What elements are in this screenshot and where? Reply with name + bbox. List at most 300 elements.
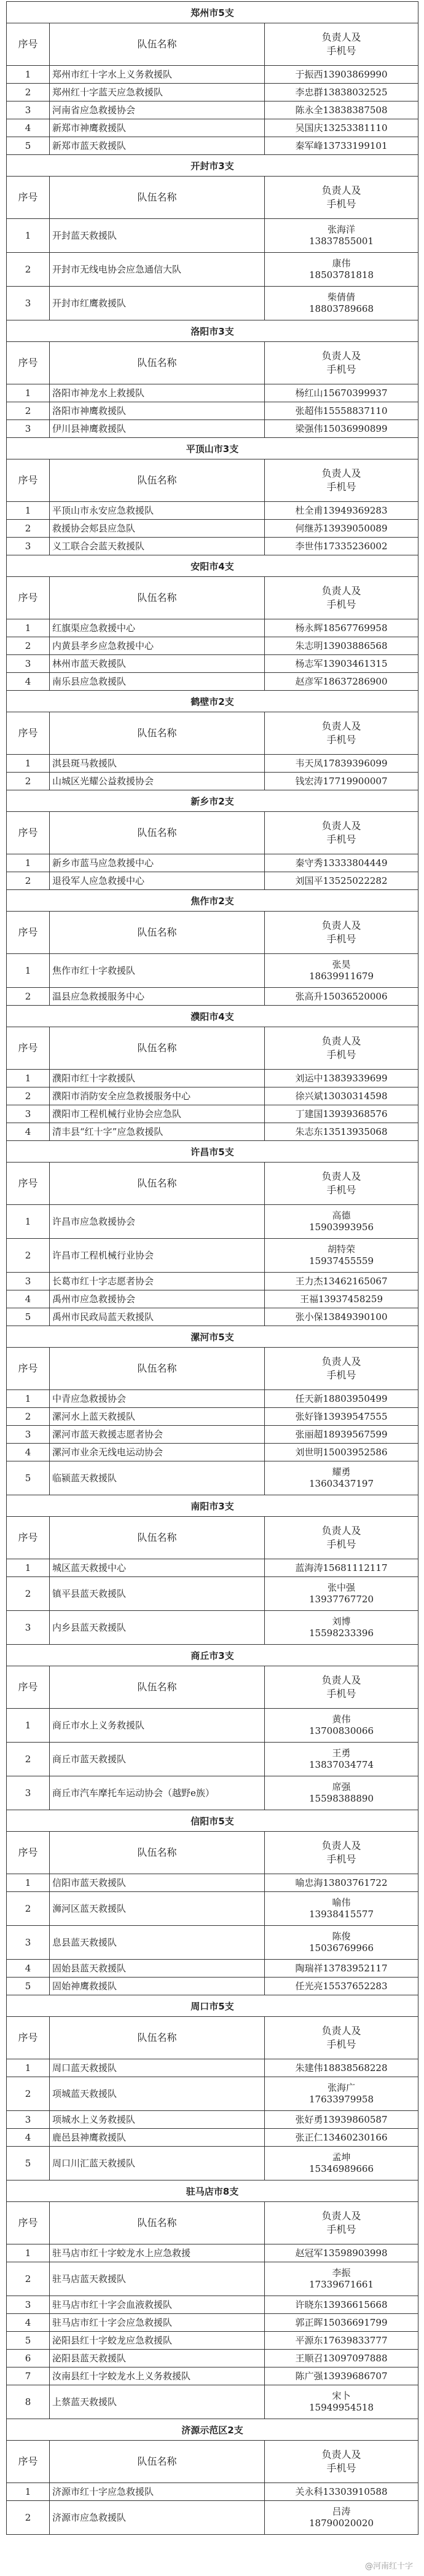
contact-person-phone: 席强 15598388890 bbox=[265, 1776, 418, 1810]
column-header-team: 队伍名称 bbox=[50, 1348, 265, 1390]
column-header-contact bbox=[265, 1832, 418, 1874]
row-index: 7 bbox=[7, 2367, 50, 2385]
city-header-row bbox=[7, 1810, 418, 1832]
column-header-contact-line1: 负责人及 bbox=[321, 585, 361, 597]
column-header-row bbox=[7, 1832, 418, 1874]
team-name: 新乡市蓝马应急救援中心 bbox=[50, 854, 265, 872]
row-index: 3 bbox=[7, 2111, 50, 2129]
team-name: 温县应急救援服务中心 bbox=[50, 988, 265, 1006]
watermark-text: @河南红十字 bbox=[364, 2562, 413, 2571]
contact-person-phone: 张昊 18639911679 bbox=[265, 954, 418, 988]
table-row bbox=[7, 637, 418, 655]
row-index: 1 bbox=[7, 384, 50, 402]
contact-person-phone: 赵彦军18637286900 bbox=[265, 673, 418, 691]
column-header-contact bbox=[265, 2202, 418, 2244]
table-row bbox=[7, 1960, 418, 1978]
contact-person-phone: 吴国庆13253381110 bbox=[265, 119, 418, 137]
team-name: 上蔡蓝天救援队 bbox=[50, 2385, 265, 2419]
column-header-index: 序号 bbox=[7, 2441, 50, 2483]
row-index: 4 bbox=[7, 1123, 50, 1141]
column-header-team: 队伍名称 bbox=[50, 2202, 265, 2244]
column-header-team: 队伍名称 bbox=[50, 1666, 265, 1709]
team-name: 许昌市应急救援协会 bbox=[50, 1205, 265, 1239]
contact-person-phone: 秦守秀13333804449 bbox=[265, 854, 418, 872]
team-name: 驻马店蓝天救援队 bbox=[50, 2262, 265, 2296]
column-header-index: 序号 bbox=[7, 177, 50, 219]
contact-person-phone: 刘博 15598233396 bbox=[265, 1611, 418, 1645]
city-header-row bbox=[7, 2, 418, 23]
team-name: 退役军人应急救援中心 bbox=[50, 872, 265, 890]
team-name: 济源市红十字应急救援队 bbox=[50, 2483, 265, 2501]
column-header-team: 队伍名称 bbox=[50, 342, 265, 384]
city-header-row bbox=[7, 2180, 418, 2202]
column-header-contact-line2: 手机号 bbox=[326, 1049, 356, 1060]
contact-person-phone: 杜全甫13949369283 bbox=[265, 502, 418, 520]
column-header-contact-line2: 手机号 bbox=[326, 2462, 356, 2474]
table-row bbox=[7, 101, 418, 119]
contact-person-phone: 张中强 13937767720 bbox=[265, 1577, 418, 1611]
column-header-index: 序号 bbox=[7, 812, 50, 854]
contact-person-phone: 韦天凤17839396099 bbox=[265, 755, 418, 773]
team-name: 浉河区蓝天救援队 bbox=[50, 1892, 265, 1926]
team-name: 禹州市民政局蓝天救援队 bbox=[50, 1308, 265, 1326]
team-name: 泌阳县蓝天救援队 bbox=[50, 2350, 265, 2367]
contact-person-phone: 朱志东13513935068 bbox=[265, 1123, 418, 1141]
contact-person-phone: 陈俊 15036769966 bbox=[265, 1926, 418, 1960]
column-header-contact-line2: 手机号 bbox=[326, 1853, 356, 1865]
city-title: 新乡市2支 bbox=[7, 790, 418, 812]
column-header-team: 队伍名称 bbox=[50, 1163, 265, 1205]
table-row bbox=[7, 2262, 418, 2296]
team-name: 郑州市红十字水上义务救援队 bbox=[50, 66, 265, 84]
row-index: 2 bbox=[7, 2077, 50, 2111]
contact-person-phone: 朱志明13903886568 bbox=[265, 637, 418, 655]
column-header-index: 序号 bbox=[7, 577, 50, 619]
contact-person-phone: 陶瑞祥13783952117 bbox=[265, 1960, 418, 1978]
team-name: 义工联合会蓝天救援队 bbox=[50, 538, 265, 555]
column-header-index: 序号 bbox=[7, 1666, 50, 1709]
row-index: 5 bbox=[7, 2147, 50, 2180]
table-row bbox=[7, 1874, 418, 1892]
row-index: 1 bbox=[7, 2244, 50, 2262]
row-index: 2 bbox=[7, 402, 50, 420]
contact-person-phone: 高德 15903993956 bbox=[265, 1205, 418, 1239]
column-header-contact-line2: 手机号 bbox=[326, 364, 356, 375]
city-header-row bbox=[7, 1006, 418, 1027]
column-header-contact-line2: 手机号 bbox=[326, 1688, 356, 1699]
column-header-contact-line2: 手机号 bbox=[326, 833, 356, 845]
column-header-team: 队伍名称 bbox=[50, 23, 265, 66]
contact-person-phone: 喻忠海13803761722 bbox=[265, 1874, 418, 1892]
city-header-row bbox=[7, 1495, 418, 1517]
table-row bbox=[7, 773, 418, 790]
column-header-contact bbox=[265, 577, 418, 619]
column-header-contact bbox=[265, 342, 418, 384]
row-index: 1 bbox=[7, 219, 50, 253]
city-title: 周口市5支 bbox=[7, 1995, 418, 2017]
contact-person-phone: 张海洋 13837855001 bbox=[265, 219, 418, 253]
city-header-row bbox=[7, 1326, 418, 1348]
contact-person-phone: 杨永辉18567769958 bbox=[265, 619, 418, 637]
row-index: 2 bbox=[7, 1743, 50, 1776]
contact-person-phone: 李振 17339671661 bbox=[265, 2262, 418, 2296]
column-header-contact-line2: 手机号 bbox=[326, 598, 356, 610]
contact-person-phone: 朱建伟18838568228 bbox=[265, 2059, 418, 2077]
column-header-index: 序号 bbox=[7, 712, 50, 755]
team-name: 镇平县蓝天救援队 bbox=[50, 1577, 265, 1611]
rescue-team-roster-table bbox=[6, 1, 418, 2535]
column-header-team: 队伍名称 bbox=[50, 1027, 265, 1070]
contact-person-phone: 胡特荣 15937455559 bbox=[265, 1239, 418, 1273]
column-header-contact bbox=[265, 23, 418, 66]
team-name: 伊川县神鹰救援队 bbox=[50, 420, 265, 438]
team-name: 城区蓝天救援中心 bbox=[50, 1559, 265, 1577]
column-header-contact-line1: 负责人及 bbox=[321, 1840, 361, 1851]
team-name: 红旗渠应急救援中心 bbox=[50, 619, 265, 637]
column-header-contact bbox=[265, 1517, 418, 1559]
table-row bbox=[7, 119, 418, 137]
contact-person-phone: 张高升15036520006 bbox=[265, 988, 418, 1006]
row-index: 2 bbox=[7, 1087, 50, 1105]
contact-person-phone: 许晓东13936615668 bbox=[265, 2296, 418, 2314]
team-name: 平顶山市永安应急救援队 bbox=[50, 502, 265, 520]
row-index: 1 bbox=[7, 1559, 50, 1577]
team-name: 开封市红鹰救援队 bbox=[50, 287, 265, 320]
table-row bbox=[7, 2129, 418, 2147]
column-header-row bbox=[7, 1348, 418, 1390]
table-row bbox=[7, 1444, 418, 1461]
contact-person-phone: 蓝海涛15681112117 bbox=[265, 1559, 418, 1577]
row-index: 2 bbox=[7, 84, 50, 101]
row-index: 1 bbox=[7, 1709, 50, 1743]
contact-person-phone: 张超伟15558837110 bbox=[265, 402, 418, 420]
contact-person-phone: 杨红山15670399937 bbox=[265, 384, 418, 402]
column-header-contact bbox=[265, 459, 418, 502]
row-index: 5 bbox=[7, 1461, 50, 1495]
city-title: 安阳市4支 bbox=[7, 555, 418, 577]
row-index: 3 bbox=[7, 1611, 50, 1645]
team-name: 商丘市水上义务救援队 bbox=[50, 1709, 265, 1743]
column-header-contact-line2: 手机号 bbox=[326, 2224, 356, 2235]
team-name: 淇县斑马救援队 bbox=[50, 755, 265, 773]
table-row bbox=[7, 1087, 418, 1105]
contact-person-phone: 张好锋13939547555 bbox=[265, 1408, 418, 1426]
row-index: 1 bbox=[7, 1874, 50, 1892]
team-name: 中青应急救援协会 bbox=[50, 1390, 265, 1408]
row-index: 2 bbox=[7, 1577, 50, 1611]
table-row bbox=[7, 1205, 418, 1239]
column-header-contact-line1: 负责人及 bbox=[321, 31, 361, 43]
column-header-contact-line1: 负责人及 bbox=[321, 1525, 361, 1536]
contact-person-phone: 张正仁13460230166 bbox=[265, 2129, 418, 2147]
city-header-row bbox=[7, 1141, 418, 1163]
column-header-contact-line2: 手机号 bbox=[326, 1184, 356, 1196]
row-index: 3 bbox=[7, 1776, 50, 1810]
city-header-row bbox=[7, 790, 418, 812]
column-header-contact-line1: 负责人及 bbox=[321, 185, 361, 196]
city-title: 鹤壁市2支 bbox=[7, 691, 418, 712]
column-header-contact-line1: 负责人及 bbox=[321, 1171, 361, 1182]
row-index: 1 bbox=[7, 2059, 50, 2077]
contact-person-phone: 柴倩倩 18803789668 bbox=[265, 287, 418, 320]
table-row bbox=[7, 1273, 418, 1290]
row-index: 5 bbox=[7, 1978, 50, 1995]
row-index: 2 bbox=[7, 637, 50, 655]
column-header-contact-line1: 负责人及 bbox=[321, 1356, 361, 1367]
contact-person-phone: 于振西13903869990 bbox=[265, 66, 418, 84]
table-row bbox=[7, 2483, 418, 2501]
team-name: 商丘市汽车摩托车运动协会（越野e族） bbox=[50, 1776, 265, 1810]
table-row bbox=[7, 1070, 418, 1087]
column-header-row bbox=[7, 712, 418, 755]
city-header-row bbox=[7, 890, 418, 912]
column-header-contact-line1: 负责人及 bbox=[321, 920, 361, 931]
team-name: 驻马店市红十字会应急救援队 bbox=[50, 2314, 265, 2332]
contact-person-phone: 丁建国13939368576 bbox=[265, 1105, 418, 1123]
team-name: 长葛市红十字志愿者协会 bbox=[50, 1273, 265, 1290]
table-row bbox=[7, 287, 418, 320]
column-header-index: 序号 bbox=[7, 2017, 50, 2059]
contact-person-phone: 刘国平13525022282 bbox=[265, 872, 418, 890]
column-header-index: 序号 bbox=[7, 1163, 50, 1205]
team-name: 汝南县红十字蛟龙水上义务救援队 bbox=[50, 2367, 265, 2385]
row-index: 2 bbox=[7, 2262, 50, 2296]
table-row bbox=[7, 2501, 418, 2535]
contact-person-phone: 陈永全13838387508 bbox=[265, 101, 418, 119]
table-row bbox=[7, 1926, 418, 1960]
team-name: 信阳市蓝天救援队 bbox=[50, 1874, 265, 1892]
table-row bbox=[7, 402, 418, 420]
table-row bbox=[7, 2332, 418, 2350]
row-index: 2 bbox=[7, 2501, 50, 2535]
table-row bbox=[7, 520, 418, 538]
table-row bbox=[7, 2314, 418, 2332]
team-name: 郑州红十字蓝天应急救援队 bbox=[50, 84, 265, 101]
city-title: 驻马店市8支 bbox=[7, 2180, 418, 2202]
table-row bbox=[7, 2077, 418, 2111]
column-header-team: 队伍名称 bbox=[50, 2441, 265, 2483]
team-name: 项城水上义务救援队 bbox=[50, 2111, 265, 2129]
column-header-contact-line1: 负责人及 bbox=[321, 2025, 361, 2037]
row-index: 1 bbox=[7, 619, 50, 637]
city-title: 开封市3支 bbox=[7, 155, 418, 177]
row-index: 2 bbox=[7, 253, 50, 287]
column-header-team: 队伍名称 bbox=[50, 912, 265, 954]
team-name: 漯河水上蓝天救援队 bbox=[50, 1408, 265, 1426]
city-header-row bbox=[7, 2419, 418, 2441]
column-header-contact-line2: 手机号 bbox=[326, 198, 356, 210]
column-header-contact-line1: 负责人及 bbox=[321, 350, 361, 362]
team-name: 濮阳市红十字救援队 bbox=[50, 1070, 265, 1087]
city-header-row bbox=[7, 1995, 418, 2017]
team-name: 清丰县“红十字”应急救援队 bbox=[50, 1123, 265, 1141]
column-header-contact bbox=[265, 1027, 418, 1070]
contact-person-phone: 王勇 13837034774 bbox=[265, 1743, 418, 1776]
row-index: 1 bbox=[7, 1205, 50, 1239]
table-row bbox=[7, 1559, 418, 1577]
table-row bbox=[7, 1577, 418, 1611]
city-title: 南阳市3支 bbox=[7, 1495, 418, 1517]
contact-person-phone: 李忠群13838032525 bbox=[265, 84, 418, 101]
column-header-row bbox=[7, 812, 418, 854]
contact-person-phone: 喻伟 13938415577 bbox=[265, 1892, 418, 1926]
row-index: 2 bbox=[7, 773, 50, 790]
team-name: 息县蓝天救援队 bbox=[50, 1926, 265, 1960]
column-header-contact bbox=[265, 1163, 418, 1205]
column-header-index: 序号 bbox=[7, 459, 50, 502]
row-index: 5 bbox=[7, 2332, 50, 2350]
row-index: 2 bbox=[7, 520, 50, 538]
team-name: 漯河市业余无线电运动协会 bbox=[50, 1444, 265, 1461]
team-name: 新郑市神鹰救援队 bbox=[50, 119, 265, 137]
city-title: 商丘市3支 bbox=[7, 1645, 418, 1666]
table-row bbox=[7, 2350, 418, 2367]
column-header-row bbox=[7, 1163, 418, 1205]
team-name: 濮阳市消防安全应急救援服务中心 bbox=[50, 1087, 265, 1105]
row-index: 2 bbox=[7, 872, 50, 890]
contact-person-phone: 吕涛 18790020020 bbox=[265, 2501, 418, 2535]
column-header-contact-line1: 负责人及 bbox=[321, 2210, 361, 2222]
column-header-row bbox=[7, 23, 418, 66]
row-index: 4 bbox=[7, 1960, 50, 1978]
row-index: 1 bbox=[7, 954, 50, 988]
contact-person-phone: 黄伟 13700830066 bbox=[265, 1709, 418, 1743]
table-row bbox=[7, 1892, 418, 1926]
column-header-row bbox=[7, 459, 418, 502]
column-header-row bbox=[7, 912, 418, 954]
row-index: 3 bbox=[7, 101, 50, 119]
column-header-index: 序号 bbox=[7, 1348, 50, 1390]
contact-person-phone: 宋卜 15949954518 bbox=[265, 2385, 418, 2419]
city-header-row bbox=[7, 438, 418, 459]
column-header-contact-line2: 手机号 bbox=[326, 1369, 356, 1381]
contact-person-phone: 杨志军13903461315 bbox=[265, 655, 418, 673]
column-header-row bbox=[7, 1517, 418, 1559]
column-header-index: 序号 bbox=[7, 1832, 50, 1874]
column-header-team: 队伍名称 bbox=[50, 712, 265, 755]
team-name: 禹州市应急救援协会 bbox=[50, 1290, 265, 1308]
contact-person-phone: 徐兴斌13030314598 bbox=[265, 1087, 418, 1105]
column-header-contact bbox=[265, 712, 418, 755]
row-index: 5 bbox=[7, 137, 50, 155]
column-header-index: 序号 bbox=[7, 912, 50, 954]
contact-person-phone: 任天新18803950499 bbox=[265, 1390, 418, 1408]
column-header-index: 序号 bbox=[7, 2202, 50, 2244]
table-row bbox=[7, 1709, 418, 1743]
team-name: 内黄县孝乡应急救援中心 bbox=[50, 637, 265, 655]
table-row bbox=[7, 2367, 418, 2385]
contact-person-phone: 钱宏涛17719900007 bbox=[265, 773, 418, 790]
column-header-team: 队伍名称 bbox=[50, 1517, 265, 1559]
row-index: 4 bbox=[7, 119, 50, 137]
team-name: 开封蓝天救援队 bbox=[50, 219, 265, 253]
table-row bbox=[7, 854, 418, 872]
row-index: 4 bbox=[7, 1290, 50, 1308]
team-name: 商丘市蓝天救援队 bbox=[50, 1743, 265, 1776]
table-row bbox=[7, 2244, 418, 2262]
row-index: 1 bbox=[7, 502, 50, 520]
table-row bbox=[7, 137, 418, 155]
column-header-contact bbox=[265, 2441, 418, 2483]
row-index: 1 bbox=[7, 66, 50, 84]
row-index: 6 bbox=[7, 2350, 50, 2367]
city-title: 郑州市5支 bbox=[7, 2, 418, 23]
column-header-contact bbox=[265, 1348, 418, 1390]
column-header-contact-line2: 手机号 bbox=[326, 481, 356, 493]
table-row bbox=[7, 2147, 418, 2180]
row-index: 3 bbox=[7, 1426, 50, 1444]
row-index: 3 bbox=[7, 1273, 50, 1290]
row-index: 4 bbox=[7, 673, 50, 691]
column-header-row bbox=[7, 2202, 418, 2244]
row-index: 5 bbox=[7, 1308, 50, 1326]
contact-person-phone: 耀勇 13603437197 bbox=[265, 1461, 418, 1495]
table-row bbox=[7, 1611, 418, 1645]
contact-person-phone: 李世伟17335236002 bbox=[265, 538, 418, 555]
row-index: 2 bbox=[7, 1408, 50, 1426]
column-header-team: 队伍名称 bbox=[50, 577, 265, 619]
column-header-index: 序号 bbox=[7, 1517, 50, 1559]
city-title: 许昌市5支 bbox=[7, 1141, 418, 1163]
contact-person-phone: 平源东17639833777 bbox=[265, 2332, 418, 2350]
city-header-row bbox=[7, 320, 418, 342]
row-index: 4 bbox=[7, 2129, 50, 2147]
contact-person-phone: 任光亮15537652283 bbox=[265, 1978, 418, 1995]
contact-person-phone: 关永科13303910588 bbox=[265, 2483, 418, 2501]
team-name: 驻马店市红十字会血液救援队 bbox=[50, 2296, 265, 2314]
row-index: 3 bbox=[7, 1926, 50, 1960]
column-header-contact bbox=[265, 912, 418, 954]
column-header-contact-line1: 负责人及 bbox=[321, 1035, 361, 1047]
row-index: 3 bbox=[7, 287, 50, 320]
row-index: 3 bbox=[7, 538, 50, 555]
row-index: 2 bbox=[7, 1892, 50, 1926]
contact-person-phone: 秦军峰13733199101 bbox=[265, 137, 418, 155]
row-index: 2 bbox=[7, 988, 50, 1006]
column-header-contact-line2: 手机号 bbox=[326, 734, 356, 745]
column-header-index: 序号 bbox=[7, 1027, 50, 1070]
contact-person-phone: 康伟 18503781818 bbox=[265, 253, 418, 287]
table-row bbox=[7, 2385, 418, 2419]
team-name: 鹿邑县神鹰救援队 bbox=[50, 2129, 265, 2147]
table-row bbox=[7, 1239, 418, 1273]
table-row bbox=[7, 619, 418, 637]
contact-person-phone: 孟坤 15346989666 bbox=[265, 2147, 418, 2180]
team-name: 泌阳县红十字蛟龙应急救援队 bbox=[50, 2332, 265, 2350]
table-row bbox=[7, 253, 418, 287]
table-row bbox=[7, 1308, 418, 1326]
column-header-contact-line1: 负责人及 bbox=[321, 2449, 361, 2460]
table-row bbox=[7, 1743, 418, 1776]
column-header-row bbox=[7, 1666, 418, 1709]
team-name: 林州市蓝天救援队 bbox=[50, 655, 265, 673]
column-header-contact-line2: 手机号 bbox=[326, 45, 356, 57]
contact-person-phone: 王力杰13462165067 bbox=[265, 1273, 418, 1290]
city-title: 平顶山市3支 bbox=[7, 438, 418, 459]
column-header-team: 队伍名称 bbox=[50, 459, 265, 502]
table-row bbox=[7, 219, 418, 253]
city-header-row bbox=[7, 155, 418, 177]
contact-person-phone: 王福13937458259 bbox=[265, 1290, 418, 1308]
table-row bbox=[7, 655, 418, 673]
table-row bbox=[7, 755, 418, 773]
city-title: 漯河市5支 bbox=[7, 1326, 418, 1348]
row-index: 1 bbox=[7, 1390, 50, 1408]
column-header-contact bbox=[265, 2017, 418, 2059]
column-header-contact-line2: 手机号 bbox=[326, 1538, 356, 1550]
contact-person-phone: 刘世明15003952586 bbox=[265, 1444, 418, 1461]
row-index: 1 bbox=[7, 2483, 50, 2501]
